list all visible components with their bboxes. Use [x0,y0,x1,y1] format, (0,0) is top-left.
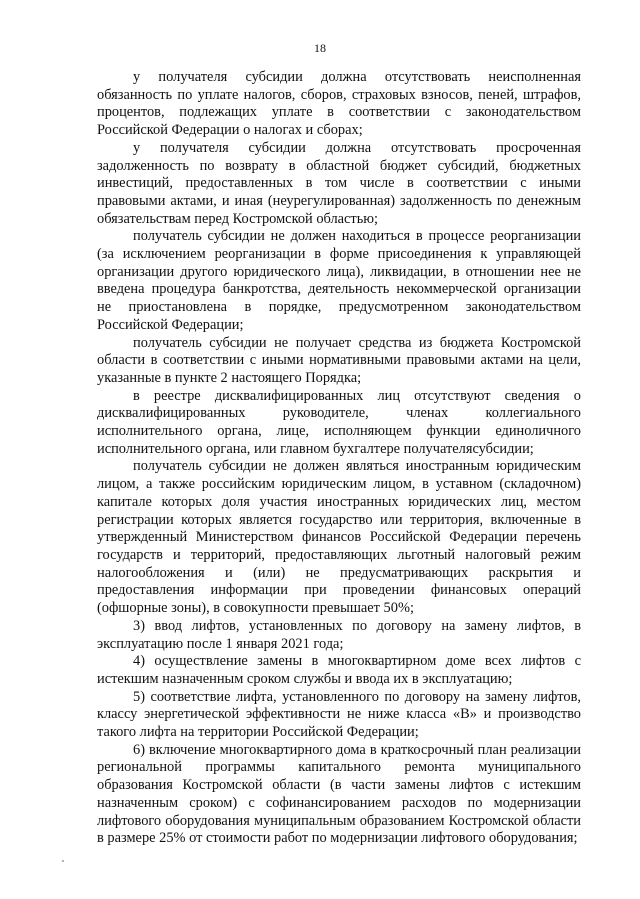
paragraph-not-foreign-entity: получатель субсидии не должен являться иностранным юридическим лицом, а также российским юридическим лицом, в уставном (складочном) капитале которых доля участия иностранных юридических лиц, местом регистрации которых является государство или территория, включенные в утвержденный Министерством финансов Российской Федерации перечень государств и территорий, предоставляющих льготный налоговый режим налогообложения и (или) не предусматривающих раскрытия и предоставления информации при проведении финансовых операций (офшорные зоны), в совокупности превышает 50%; [97,458,581,617]
paragraph-item-3: 3) ввод лифтов, установленных по договору на замену лифтов, в эксплуатацию после 1 января 2021 года; [97,617,581,652]
page-number: 18 [314,41,326,55]
paragraph-disqualified-registry: в реестре дисквалифицированных лиц отсутствуют сведения о дисквалифицированных руководителе, членах коллегиального исполнительного органа, лице, исполняющем функции единоличного исполнительного органа, или главном бухгалтере получателясубсидии; [97,387,581,457]
paragraph-no-other-funds: получатель субсидии не получает средства из бюджета Костромской области в соответствии с иными нормативными правовыми актами на цели, указанные в пункте 2 настоящего Порядка; [97,334,581,386]
paragraph-item-4: 4) осуществление замены в многоквартирном доме всех лифтов с истекшим назначенным сроком службы и ввода их в эксплуатацию; [97,653,581,687]
paragraph-item-6: 6) включение многоквартирного дома в краткосрочный план реализации региональной программы капитального ремонта муниципального образования Костромской области (в части замены лифтов с истекшим назначенным сроком) с софинансированием расходов по модернизации лифтового оборудования муниципальным образованием Костромской области в размере 25% от стоимости работ по модернизации лифтового оборудования; [97,741,581,847]
paragraph-no-overdue-debt: у получателя субсидии должна отсутствовать просроченная задолженность по возврату в областной бюджет субсидий, бюджетных инвестиций, предоставленных в том числе в соответствии с иными правовыми актами, и иная (неурегулированная) задолженность по денежным обязательствам перед Костромской областью; [97,139,581,227]
document-body [97,69,581,848]
paragraph-no-reorganization: получатель субсидии не должен находиться в процессе реорганизации (за исключением реорганизации в форме присоединения к управляющей организации другого юридического лица), ликвидации, в отношении нее не введена процедура банкротства, деятельность некоммерческой организации не приостановлена в порядке, предусмотренном законодательством Российской Федерации; [97,228,581,333]
scan-artifact-dot [62,860,64,862]
paragraph-no-tax-debt: у получателя субсидии должна отсутствовать неисполненная обязанность по уплате налогов, сборов, страховых взносов, пеней, штрафов, процентов, подлежащих уплате в соответствии с законодательством Российской Федерации о налогах и сборах; [97,69,581,139]
paragraph-item-5: 5) соответствие лифта, установленного по договору на замену лифтов, классу энергетической эффективности не ниже класса «В» и производство такого лифта на территории Российской Федерации; [97,688,581,741]
